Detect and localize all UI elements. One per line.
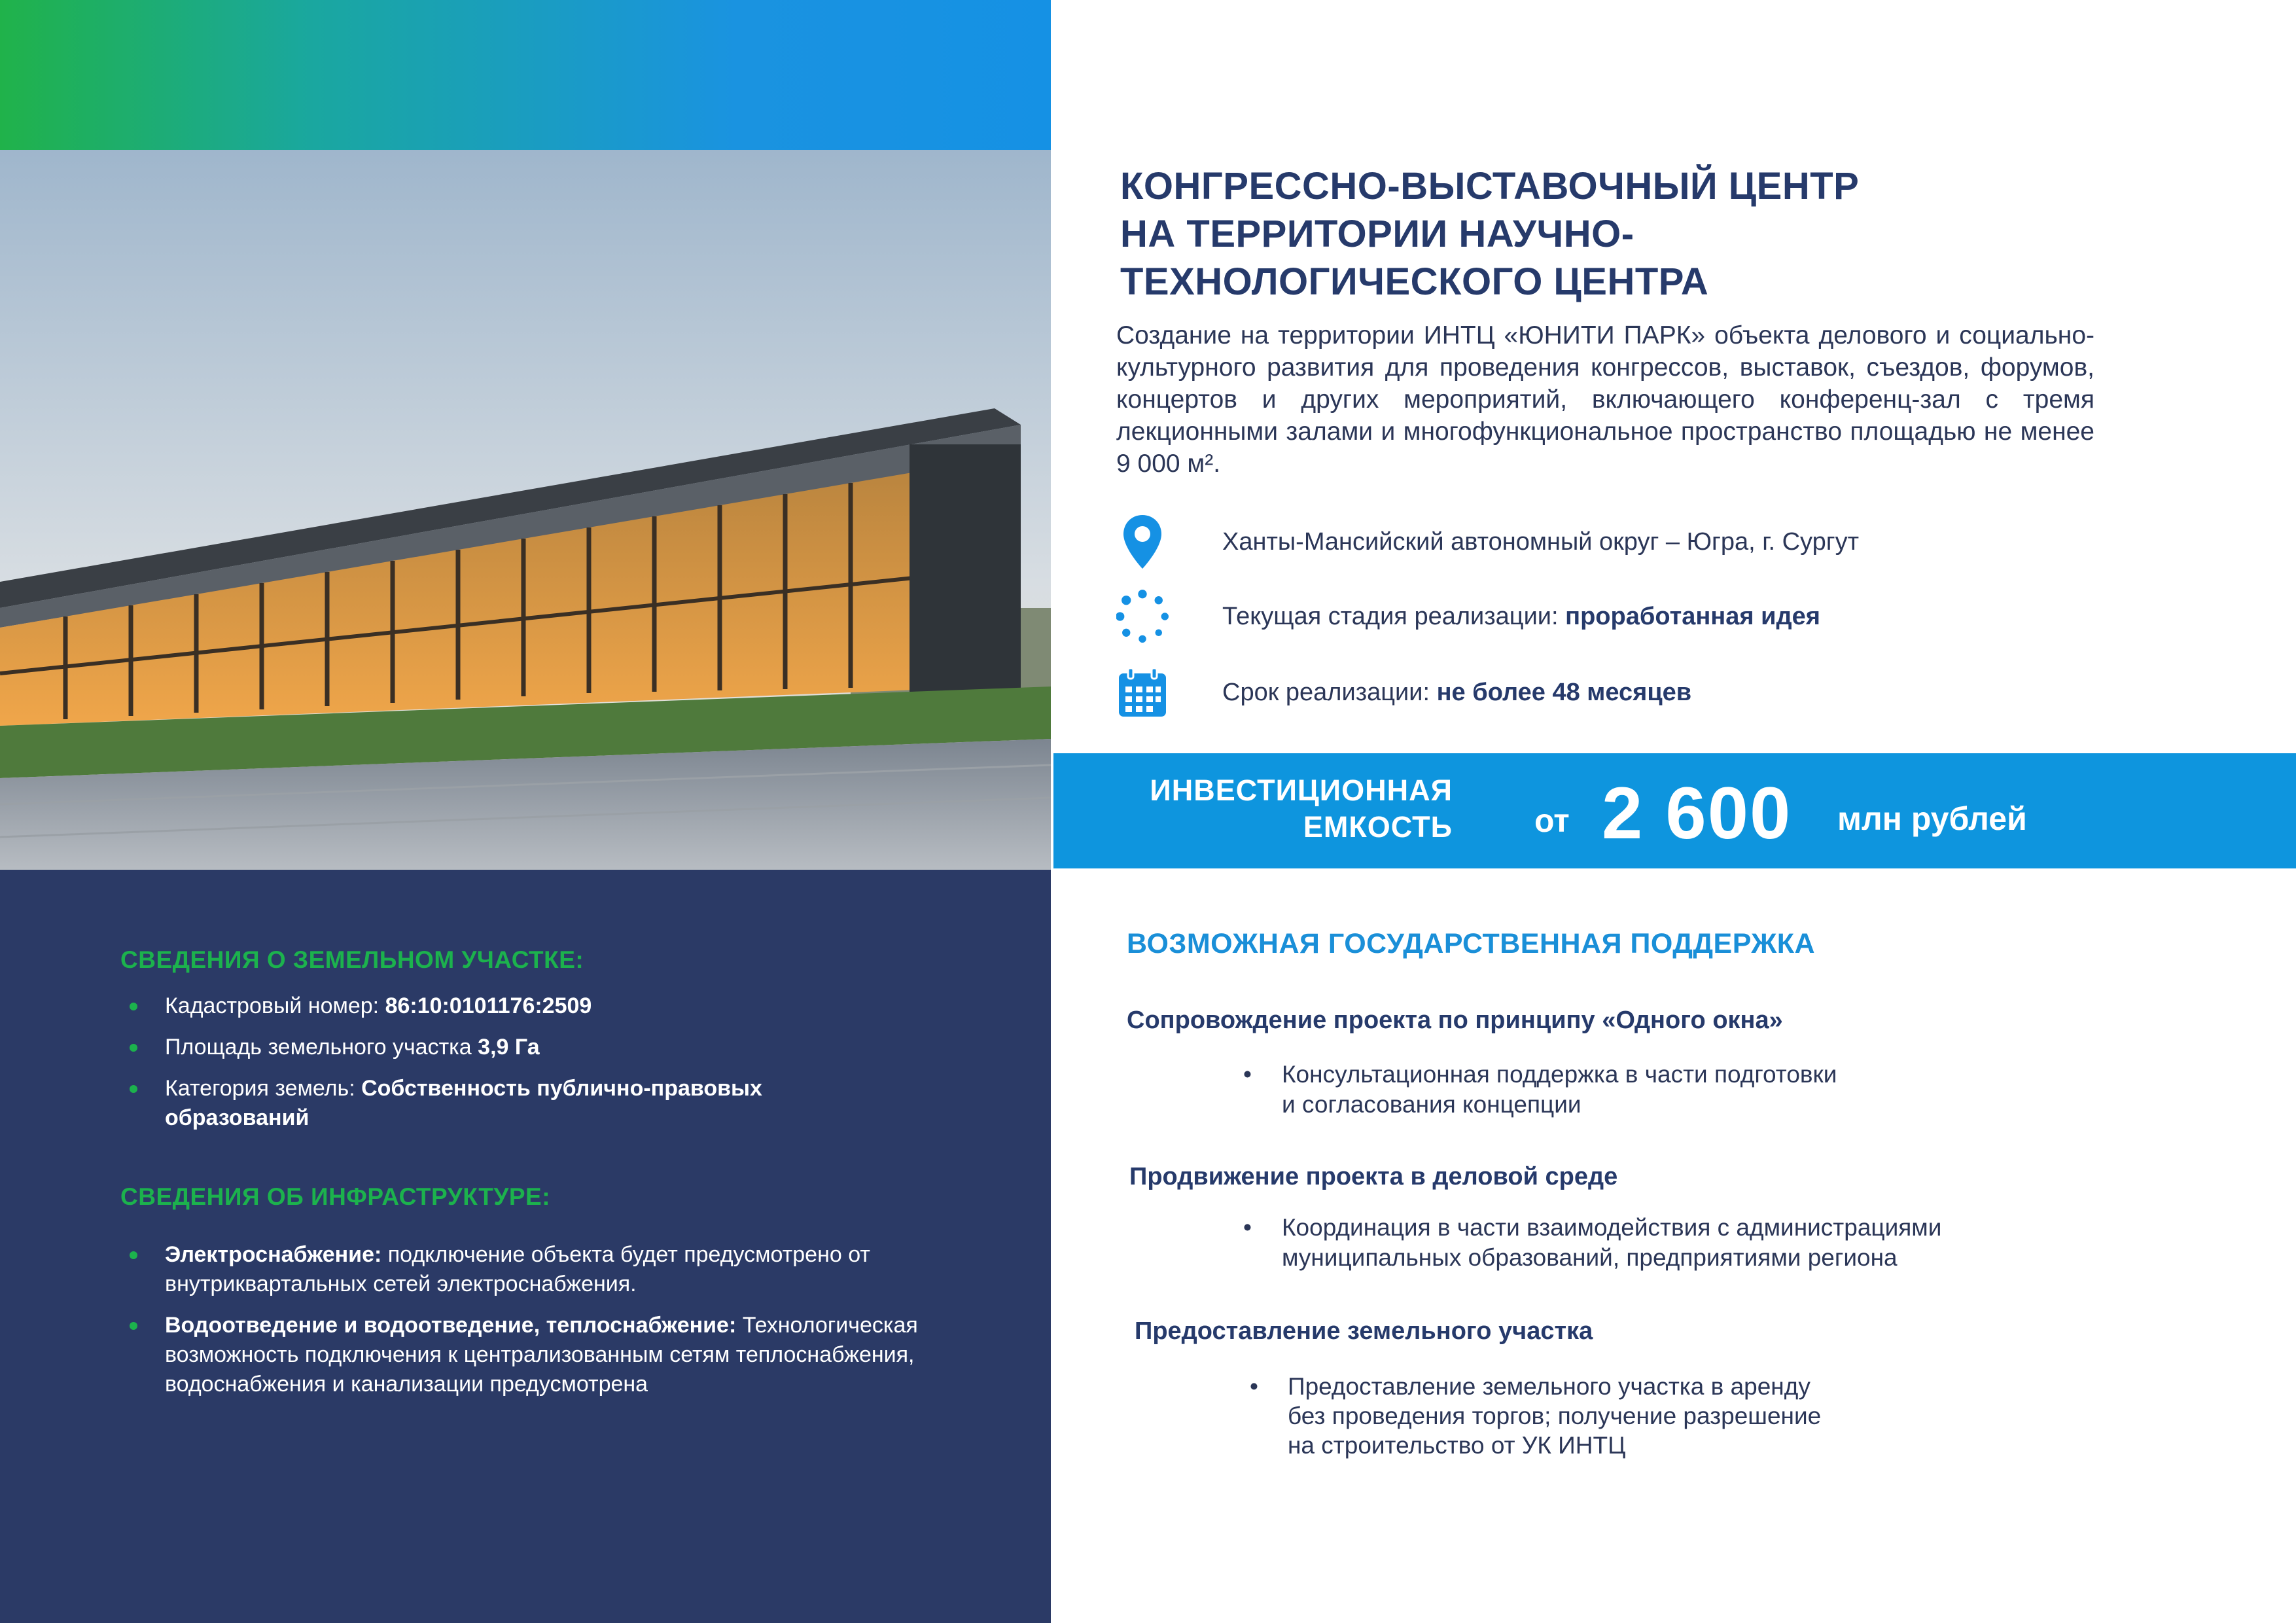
infrastructure-item-label: Водоотведение и водоотведение, теплоснабжение: bbox=[165, 1313, 737, 1338]
land-item-value: 3,9 Га bbox=[478, 1035, 540, 1060]
stage-label: Текущая стадия реализации: bbox=[1222, 602, 1566, 630]
calendar-icon bbox=[1116, 663, 1169, 722]
infrastructure-item-text: Технологическая возможность подключения к централизованным сетям теплоснабжения, водоснабжения и канализации предусмотрена bbox=[165, 1313, 918, 1397]
land-item-label: Площадь земельного участка bbox=[165, 1035, 478, 1060]
support-group-land bbox=[1135, 1317, 2181, 1460]
term-value: не более 48 месяцев bbox=[1436, 678, 1692, 706]
term-text bbox=[1222, 679, 1691, 707]
investment-label: ИНВЕСТИЦИОННАЯ ЕМКОСТЬ bbox=[1150, 774, 1453, 844]
support-group-heading: Сопровождение проекта по принципу «Одного окна» bbox=[1127, 1007, 1783, 1034]
project-description: Создание на территории ИНТЦ «ЮНИТИ ПАРК» объекта делового и социально-культурного развития для проведения конгрессов, выставок, съездов, форумов, концертов и других мероприятий, включающего конференц-зал с тремя лекционными залами и многофункциональное пространство площадью не менее 9 000 м². bbox=[1116, 321, 2094, 478]
stage-value: проработанная идея bbox=[1565, 602, 1820, 630]
infrastructure-item-power bbox=[124, 1240, 911, 1299]
location-row bbox=[1116, 512, 2098, 571]
land-item-label: Категория земель: bbox=[165, 1076, 362, 1101]
infrastructure-item-water bbox=[124, 1311, 937, 1399]
support-group-item bbox=[1243, 1213, 2176, 1273]
investment-value: 2 600 bbox=[1602, 772, 1792, 854]
term-label: Срок реализации: bbox=[1222, 678, 1437, 706]
term-row bbox=[1116, 663, 2098, 722]
support-group-heading: Продвижение проекта в деловой среде bbox=[1129, 1163, 1618, 1190]
bullet-icon: • bbox=[1243, 1061, 1252, 1088]
building-illustration bbox=[0, 150, 1051, 870]
land-item-area bbox=[124, 1033, 962, 1062]
support-group-item bbox=[1250, 1372, 2181, 1460]
header-gradient-band bbox=[0, 0, 1051, 150]
page-title: КОНГРЕССНО-ВЫСТАВОЧНЫЙ ЦЕНТР НА ТЕРРИТОРИИ НАУЧНО- ТЕХНОЛОГИЧЕСКОГО ЦЕНТРА bbox=[1120, 165, 1860, 303]
infrastructure-item-text: подключение объекта будет предусмотрено от внутриквартальных сетей электроснабжения. bbox=[165, 1242, 870, 1296]
support-group-item bbox=[1243, 1060, 2174, 1120]
support-section-title: ВОЗМОЖНАЯ ГОСУДАРСТВЕННАЯ ПОДДЕРЖКА bbox=[1127, 928, 1815, 959]
land-list bbox=[124, 991, 962, 1145]
support-item-text: Координация в части взаимодействия с администрациями муниципальных образований, предприятиями региона bbox=[1282, 1214, 1942, 1271]
infrastructure-section-title: СВЕДЕНИЯ ОБ ИНФРАСТРУКТУРЕ: bbox=[120, 1183, 551, 1210]
support-group-heading: Предоставление земельного участка bbox=[1135, 1317, 1593, 1345]
land-item-cadastral bbox=[124, 991, 962, 1021]
land-item-label: Кадастровый номер: bbox=[165, 993, 385, 1018]
location-pin-icon bbox=[1116, 512, 1169, 571]
support-group-promotion bbox=[1129, 1163, 2176, 1273]
progress-spinner-icon bbox=[1116, 587, 1169, 646]
bullet-icon: • bbox=[1250, 1373, 1258, 1400]
bullet-icon: • bbox=[1243, 1214, 1252, 1241]
infrastructure-item-label: Электроснабжение: bbox=[165, 1242, 382, 1267]
support-item-text: Консультационная поддержка в части подготовки и согласования концепции bbox=[1282, 1061, 1837, 1118]
land-item-category bbox=[124, 1074, 872, 1133]
support-group-one-window bbox=[1127, 1007, 2174, 1120]
infrastructure-list bbox=[124, 1240, 975, 1411]
support-item-text: Предоставление земельного участка в аренду без проведения торгов; получение разрешение на строительство от УК ИНТЦ bbox=[1288, 1373, 1822, 1459]
investment-prefix: от bbox=[1534, 802, 1570, 839]
building-photo bbox=[0, 150, 1051, 870]
location-text: Ханты-Мансийский автономный округ – Югра, г. Сургут bbox=[1222, 527, 1860, 556]
land-item-value: Собственность публично-правовых образований bbox=[165, 1076, 762, 1130]
land-section-title: СВЕДЕНИЯ О ЗЕМЕЛЬНОМ УЧАСТКЕ: bbox=[120, 946, 584, 973]
land-item-value: 86:10:0101176:2509 bbox=[385, 993, 592, 1018]
stage-text bbox=[1222, 603, 1820, 631]
stage-row bbox=[1116, 587, 2098, 646]
investment-unit: млн рублей bbox=[1837, 800, 2027, 837]
